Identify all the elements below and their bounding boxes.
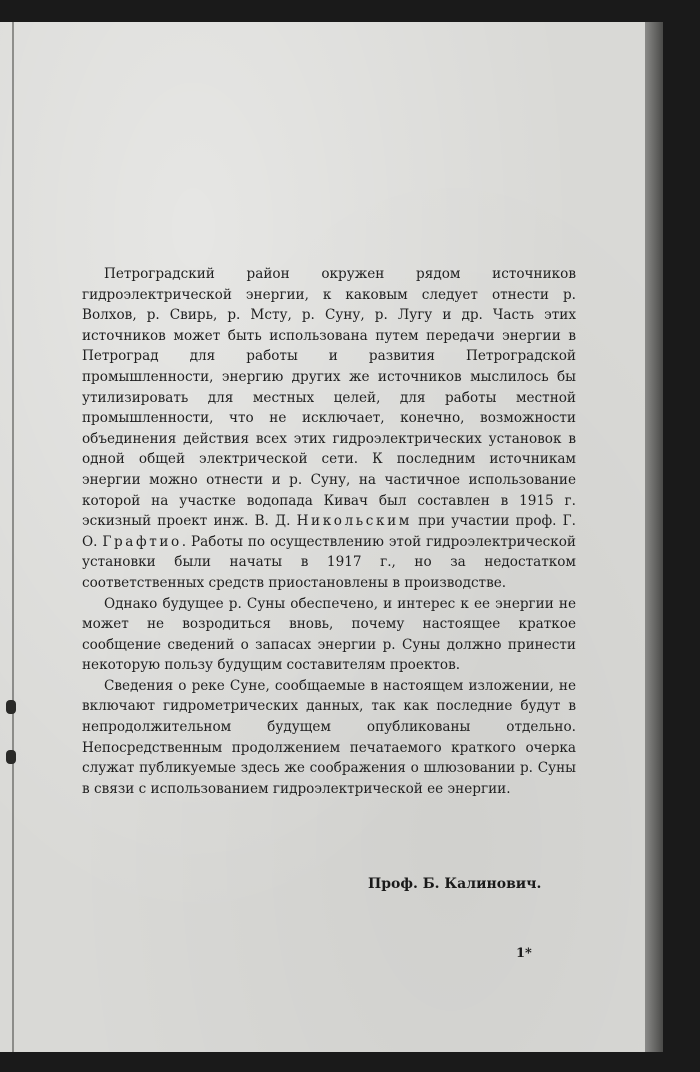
binding-line bbox=[12, 22, 14, 1052]
binding-hole bbox=[6, 750, 16, 764]
body-text bbox=[82, 264, 576, 799]
paragraph-text: Однако будущее р. Суны обеспечено, и интерес к ее энергии не может не возродиться вновь, почему настоящее краткое сообщение сведений о запасах энергии р. Суны должно принести некоторую пользу будущим составителям проектов. bbox=[82, 595, 576, 674]
paragraph-text: Сведения о реке Суне, сообщаемые в настоящем изложении, не включают гидрометрических данных, так как последние будут в непродолжительном будущем опубликованы отдельно. Непосредственным продолжением печатаемого краткого очерка служат публикуемые здесь же соображения о шлюзовании р. Суны в связи с использованием гидроэлектрической ее энергии. bbox=[82, 677, 576, 797]
page-edge-shadow bbox=[645, 22, 663, 1052]
signature: Проф. Б. Калинович. bbox=[368, 876, 542, 892]
paragraph-3 bbox=[82, 676, 576, 800]
page-number: 1* bbox=[516, 946, 532, 961]
paragraph-text: Петроградский район окружен рядом источников гидроэлектрической энергии, к каковым следует отнести р. Волхов, р. Свирь, р. Мсту, р. Суну, р. Лугу и др. Часть этих источников может быть использована путем передачи энергии в Петроград для работы и развития Петроградской промышленности, энергию других же источников мыслилось бы утилизировать для местных целей, для работы местной промышленности, что не исключает, конечно, возможности объединения действия всех этих гидроэлектрических установок в одной общей электрической сети. К последним источникам энергии можно отнести и р. Суну, на частичное использование которой на участке водопада Кивач был составлен в 1915 г. эскизный проект инж. В. Д. bbox=[82, 266, 576, 530]
author-name: Графтио bbox=[102, 533, 182, 550]
paragraph-text: при участии проф. Г. О. bbox=[82, 513, 576, 550]
paragraph-2 bbox=[82, 594, 576, 676]
paragraph-text: . Работы по осуществлению этой гидроэлектрической установки были начаты в 1917 г., но за недостатком соответственных средств приостановлены в производстве. bbox=[82, 533, 576, 591]
binding-hole bbox=[6, 700, 16, 714]
paragraph-1 bbox=[82, 264, 576, 594]
author-name: Никольским bbox=[296, 513, 412, 530]
